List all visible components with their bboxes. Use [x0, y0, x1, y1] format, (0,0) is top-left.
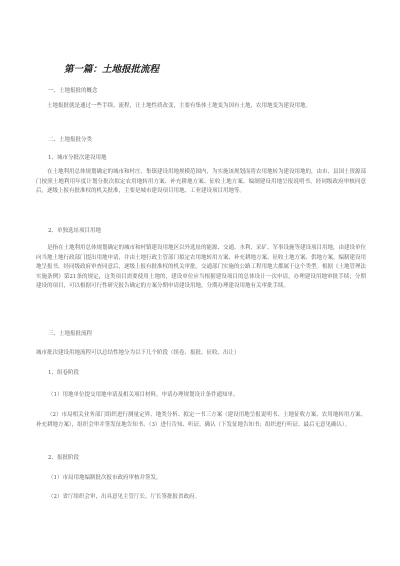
subheading-approval-stage: 2、报批阶段 — [48, 455, 79, 461]
subheading-assembly-stage: 1、组卷阶段 — [48, 370, 79, 376]
subheading-batch-land: 1、城市分批次建设用地 — [48, 155, 107, 161]
list-item-approval-1: （1）市局用地编制批次报市政府审核并签发。 — [48, 475, 162, 481]
section-heading-category: 二、土地报批分类 — [48, 137, 93, 143]
document-title: 第一篇：土地报批流程 — [64, 64, 160, 75]
list-item-assembly-2: （2）市局相关业务部门组织进行测量定界、地类分析、拟定一书三方案（建设用地呈报说明书、土地征收方案、农用地转用方案、补充耕地方案），组织会审并签发征地告知书、（3）进行告知、听证、确认（下发征地告知书；组织进行听证、最后无意见确认）。 — [36, 412, 366, 428]
paragraph-batch-land: 在土地利用总体规划确定的城市和村庄、集镇建设用地规模范围内，为实施该规划而将农用地转为建设用地的，由市、县国土资源部门按照土地利用年度计划分批次拟定农用地转用方案、补充耕地方案、征收土地方案、编制建设用地呈报说明书，经同级政府审核同意后，逐级上报有批准权的机关批准，主要是城市建设项目用地、工业建设项目用地等。 — [36, 169, 367, 194]
paragraph-process-summary: 城市批次建设用地流程可以总结性地分为以下几个阶段（组卷、报批、征收、出让） — [36, 350, 240, 356]
section-heading-process: 三、土地报批流程 — [48, 331, 93, 337]
subheading-single-site: 2、单独选址项目用地 — [48, 228, 101, 234]
paragraph-single-site: 是指在土地利用总体规划确定的城市和村镇建设用地区以外选址的能源、交通、水利、采矿、军事设施等建设项目用地，由建设单位向当地土地行政部门提出用地申请，并由土地行政主管部门拟定农用地转用方案、补充耕地方案、征收土地方案、供地方案，编制建设用地呈报书，经同级政府审查同意后，逐级上报有批准权的机关审批。交通部门实施的公路工程用地大都属于这个类型。根据《土地管理法实施条例》第21条的规定，这类项目需要使用土地的，建设单位应当根据建设项目的总体设计一次申请，办理建设用地审批手续；分期建设的项目，可以根据可行性研究报告确定的方案分期申请建设用地，分期办理建设用地有关审批手续。 — [36, 245, 367, 289]
list-item-assembly-1: （1）用地单位提交用地申请及相关项目材料，申请办理规划设计条件通知单。 — [48, 392, 239, 398]
paragraph-concept: 土地报批就是通过一些手续、流程，让土地性质改变，主要有集体土地变为国有土地，农用地变为建设用地。 — [47, 103, 312, 109]
section-heading-concept: 一、土地报批的概念 — [48, 88, 98, 94]
list-item-approval-2: （2）省厅组织会审，出具意见主管厅长、厅长签批报省政府。 — [48, 494, 201, 500]
